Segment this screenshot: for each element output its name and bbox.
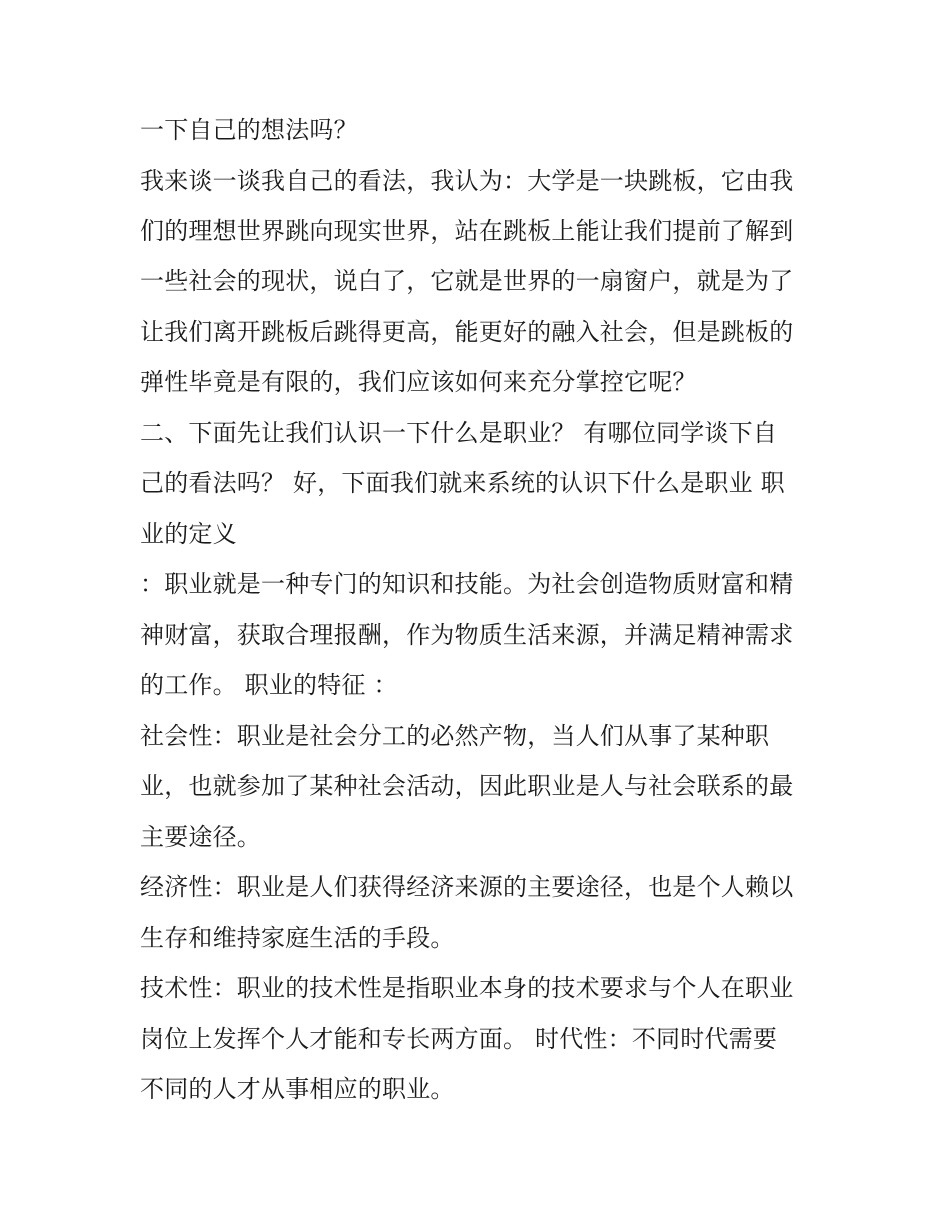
text-line: 我来谈一谈我自己的看法，我认为：大学是一块跳板，它由我 — [140, 167, 794, 195]
text-line: 们的理想世界跳向现实世界，站在跳板上能让我们提前了解到 — [140, 217, 794, 245]
text-line: 神财富，获取合理报酬，作为物质生活来源，并满足精神需求 — [140, 621, 794, 649]
text-line: 一下自己的想法吗？ — [140, 116, 358, 144]
text-line: 主要途径。 — [140, 823, 261, 851]
text-line: 让我们离开跳板后跳得更高，能更好的融入社会，但是跳板的 — [140, 318, 794, 346]
text-line: 业的定义 — [140, 520, 237, 548]
text-line: 二、下面先让我们认识一下什么是职业？ 有哪位同学谈下自 — [140, 419, 778, 447]
text-line: 技术性：职业的技术性是指职业本身的技术要求与个人在职业 — [140, 974, 794, 1002]
text-line: 的工作。 职业的特征 ： — [140, 671, 398, 699]
text-line: ：职业就是一种专门的知识和技能。为社会创造物质财富和精 — [140, 570, 794, 598]
text-line: 业，也就参加了某种社会活动，因此职业是人与社会联系的最 — [140, 772, 794, 800]
text-line: 岗位上发挥个人才能和专长两方面。 时代性：不同时代需要 — [140, 1025, 778, 1053]
text-line: 一些社会的现状，说白了，它就是世界的一扇窗户，就是为了 — [140, 267, 794, 295]
text-line: 不同的人才从事相应的职业。 — [140, 1075, 455, 1103]
text-line: 经济性：职业是人们获得经济来源的主要途径，也是个人赖以 — [140, 873, 794, 901]
text-line: 弹性毕竟是有限的，我们应该如何来充分掌控它呢？ — [140, 368, 697, 396]
text-line: 生存和维持家庭生活的手段。 — [140, 924, 455, 952]
text-line: 己的看法吗？ 好，下面我们就来系统的认识下什么是职业 职 — [140, 469, 785, 497]
text-line: 社会性：职业是社会分工的必然产物，当人们从事了某种职 — [140, 722, 770, 750]
